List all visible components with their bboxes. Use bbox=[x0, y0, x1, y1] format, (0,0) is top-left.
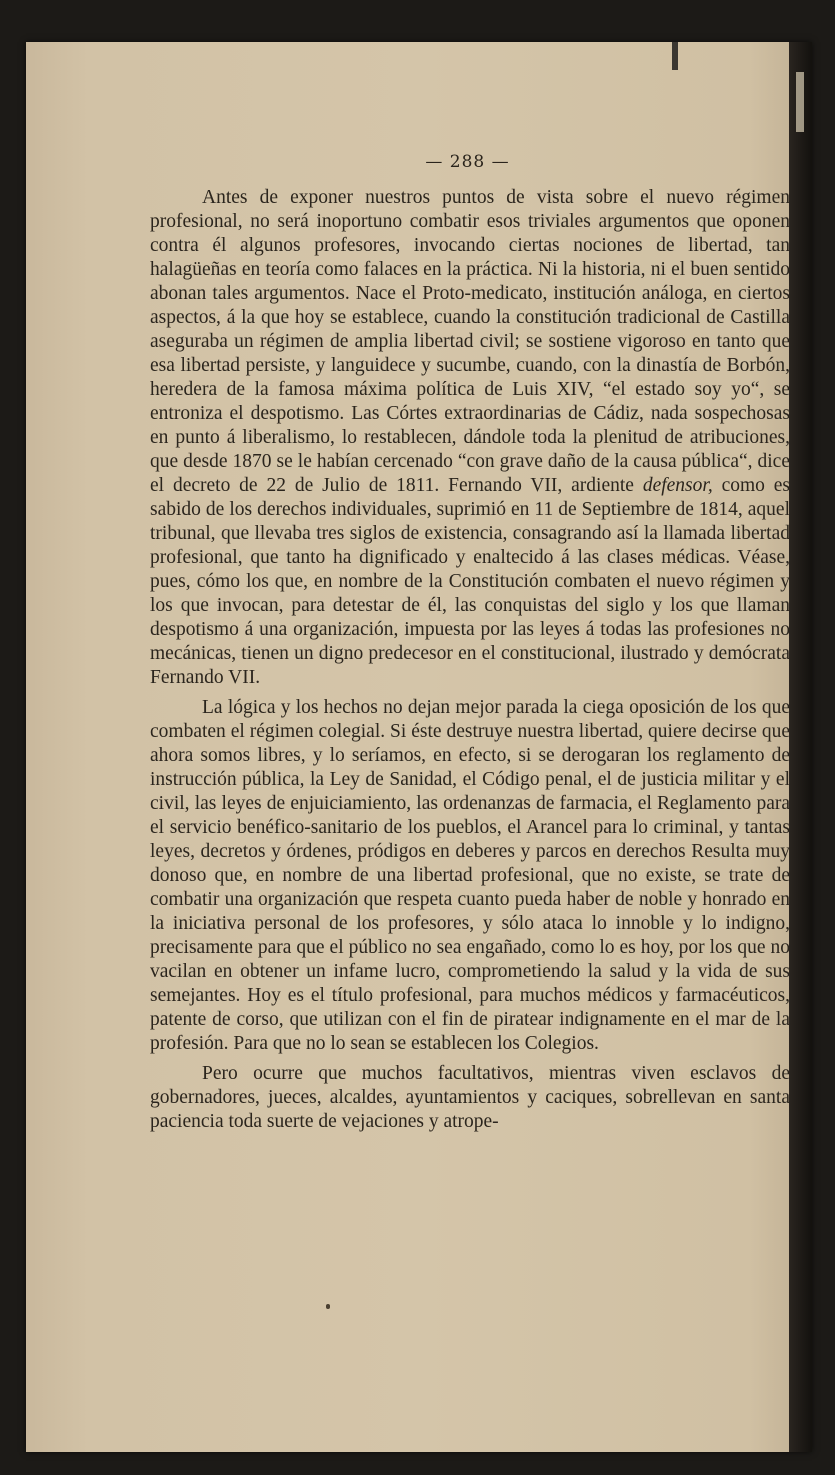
paragraph-1-part-b: como es sabido de los derechos individuales, suprimió en 11 de Septiembre de 1814, aquel tribunal, que llevaba tres siglos de existencia, consagrando así la llamada libertad profesional, que tanto ha dignificado y enaltecido á las clases médicas. Véase, pues, cómo los que, en nombre de la Constitución combaten el nuevo régimen y los que invocan, para detestar de él, las conquistas del siglo y los que llaman despotismo á una organización, impuesta por las leyes á todas las profesiones no mecánicas, tienen un digno predecesor en el constitucional, ilustrado y demócrata Fernando VII. bbox=[150, 475, 791, 688]
ink-speck bbox=[326, 1304, 330, 1309]
paragraph-2: La lógica y los hechos no dejan mejor parada la ciega oposición de los que combaten el régimen colegial. Si éste destruye nuestra libertad, quiere decirse que ahora somos libres, y lo seríamos, en efecto, si se derogaran los reglamento de instrucción pública, la Ley de Sanidad, el Código penal, el de justicia militar y el civil, las leyes de enjuiciamiento, las ordenanzas de farmacia, el Reglamento para el servicio benéfico-sanitario de los pueblos, el Arancel para lo criminal, y tantas leyes, decretos y órdenes, pródigos en deberes y parcos en derechos Resulta muy donoso que, en nombre de una libertad profesional, que no existe, se trate de combatir una organización que respeta cuanto pueda haber de noble y honrado en la iniciativa personal de los profesores, y sólo ataca lo innoble y lo indigno, precisamente para que el público no sea engañado, como lo es hoy, por los que no vacilan en obtener un infame lucro, comprometiendo la salud y la vida de sus semejantes. Hoy es el título profesional, para muchos médicos y farmacéuticos, patente de corso, que utilizan con el fin de piratear indignamente en el mar de la profesión. Para que no lo sean se establecen los Colegios. bbox=[150, 697, 790, 1054]
page-number: — 288 — bbox=[425, 152, 510, 172]
book-spine bbox=[789, 42, 812, 1452]
spine-light bbox=[796, 72, 804, 132]
paragraph-1-part-a: Antes de exponer nuestros puntos de vista sobre el nuevo régimen profesional, no será inoportuno combatir esos triviales argumentos que oponen contra él algunos profesores, invocando ciertas nociones de libertad, tan halagüeñas en teoría como falaces en la práctica. Ni la historia, ni el buen sentido abonan tales argumentos. Nace el Proto-medicato, institución análoga, en ciertos aspectos, á la que hoy se establece, cuando la constitución tradicional de Castilla aseguraba un régimen de amplia libertad civil; se sostiene vigoroso en tanto que esa libertad persiste, y languidece y sucumbe, cuando, con la dinastía de Borbón, heredera de la famosa máxima política de Luis XIV, “el estado soy yo“, se entroniza el despotismo. Las Córtes extraordinarias de Cádiz, nada sospechosas en punto á liberalismo, lo restablecen, dándole toda la plenitud de atribuciones, que desde 1870 se le habían cercenado “con grave daño de la causa pública“, dice el decreto de 22 de Julio de 1811. Fernando VII, ardiente bbox=[150, 187, 790, 496]
body-text bbox=[150, 186, 790, 1134]
binding-mark bbox=[672, 42, 678, 70]
paragraph-3: Pero ocurre que muchos facultativos, mientras viven esclavos de gobernadores, jueces, alcaldes, ayuntamientos y caciques, sobrellevan en santa paciencia toda suerte de vejaciones y atrope- bbox=[150, 1063, 790, 1132]
paragraph-1 bbox=[150, 186, 790, 690]
italic-word: defensor, bbox=[642, 475, 713, 496]
